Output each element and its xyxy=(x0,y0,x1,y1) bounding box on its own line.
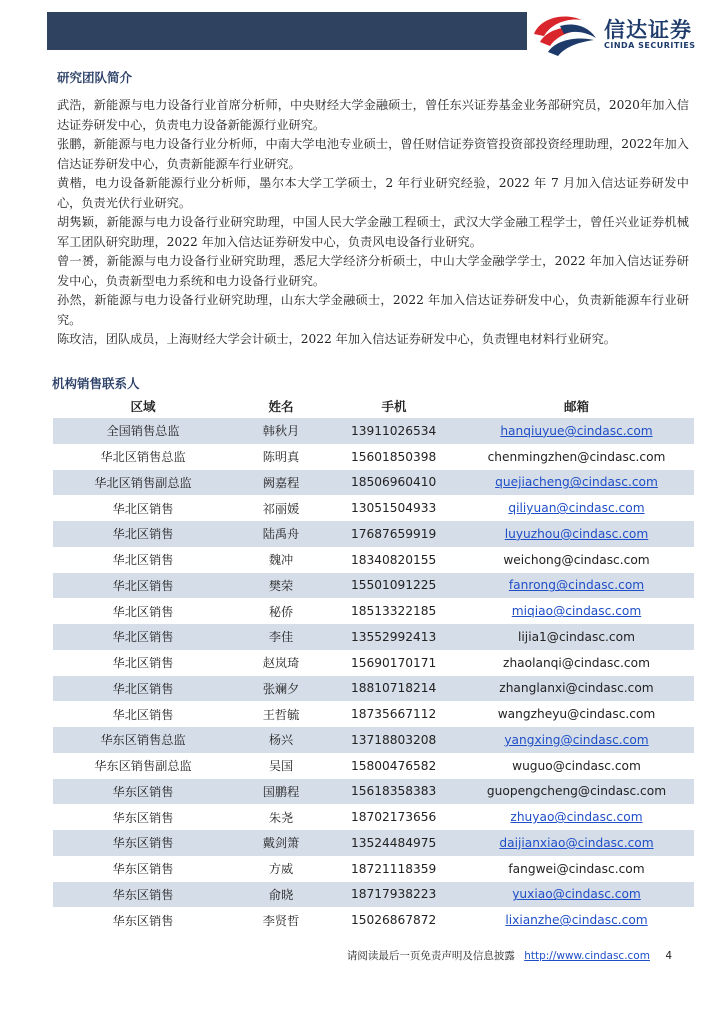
header-phone: 手机 xyxy=(381,399,407,414)
region-cell xyxy=(53,521,233,547)
email-text: lijia1@cindasc.com xyxy=(518,629,635,644)
region-cell xyxy=(53,470,233,496)
name-text: 俞晓 xyxy=(268,887,294,902)
region-text: 华东区销售副总监 xyxy=(94,759,192,774)
region-cell xyxy=(53,495,233,521)
phone-cell xyxy=(329,804,459,830)
name-text: 杨兴 xyxy=(268,733,294,748)
phone-text: 13552992413 xyxy=(351,629,437,644)
email-cell xyxy=(459,418,694,444)
region-text: 华东区销售 xyxy=(112,810,174,825)
phone-cell xyxy=(329,830,459,856)
region-cell xyxy=(53,650,233,676)
name-cell xyxy=(233,727,329,753)
region-text: 华东区销售 xyxy=(112,836,174,851)
email-cell xyxy=(459,753,694,779)
phone-text: 18721118359 xyxy=(351,861,437,876)
name-cell xyxy=(233,907,329,933)
phone-text: 15026867872 xyxy=(351,913,437,928)
team-bio: 陈玫洁，团队成员，上海财经大学会计硕士，2022 年加入信达证券研发中心，负责锂电材料行业研究。 xyxy=(57,332,616,346)
name-cell xyxy=(233,676,329,702)
region-text: 华北区销售 xyxy=(112,501,174,516)
region-cell xyxy=(53,907,233,933)
phone-cell xyxy=(329,495,459,521)
header-name: 姓名 xyxy=(268,399,294,414)
phone-cell xyxy=(329,727,459,753)
phone-cell xyxy=(329,882,459,908)
table-row xyxy=(53,856,694,882)
table-row xyxy=(53,676,694,702)
phone-text: 17687659919 xyxy=(351,526,437,541)
email-cell xyxy=(459,495,694,521)
phone-cell xyxy=(329,779,459,805)
region-cell xyxy=(53,444,233,470)
name-cell xyxy=(233,804,329,830)
name-cell xyxy=(233,521,329,547)
phone-text: 15601850398 xyxy=(351,449,437,464)
name-text: 魏冲 xyxy=(268,553,294,568)
name-text: 樊荣 xyxy=(268,578,294,593)
email-cell xyxy=(459,624,694,650)
page-number: 4 xyxy=(665,950,672,962)
email-link[interactable]: hanqiuyue@cindasc.com xyxy=(500,423,653,438)
email-link[interactable]: yuxiao@cindasc.com xyxy=(512,887,641,902)
phone-text: 13051504933 xyxy=(351,501,437,516)
table-row xyxy=(53,470,694,496)
name-text: 陈明真 xyxy=(262,450,300,465)
team-section-title: 研究团队简介 xyxy=(57,70,133,85)
name-text: 李贤哲 xyxy=(262,913,300,928)
name-text: 祁丽媛 xyxy=(262,501,300,516)
sales-contacts-table xyxy=(53,394,694,933)
table-row xyxy=(53,624,694,650)
email-link[interactable]: luyuzhou@cindasc.com xyxy=(504,526,649,541)
team-bio: 武浩，新能源与电力设备行业首席分析师，中央财经大学金融硕士，曾任东兴证券基金业务部研究员，2020年加入信达证券研发中心，负责电力设备新能源行业研究。 xyxy=(57,98,689,132)
table-row xyxy=(53,521,694,547)
name-cell xyxy=(233,779,329,805)
phone-cell xyxy=(329,521,459,547)
region-text: 华东区销售 xyxy=(112,784,174,799)
email-text: wangzheyu@cindasc.com xyxy=(497,707,656,722)
email-cell xyxy=(459,830,694,856)
table-row xyxy=(53,573,694,599)
region-text: 华北区销售 xyxy=(112,604,174,619)
email-cell xyxy=(459,547,694,573)
email-link[interactable]: zhuyao@cindasc.com xyxy=(510,810,643,825)
team-bio: 张鹏，新能源与电力设备行业分析师，中南大学电池专业硕士，曾任财信证券资管投资部投资经理助理，2022年加入信达证券研发中心，负责新能源车行业研究。 xyxy=(57,137,689,171)
name-text: 赵岚琦 xyxy=(262,656,300,671)
table-header-row xyxy=(53,394,694,418)
table-row xyxy=(53,444,694,470)
name-cell xyxy=(233,830,329,856)
table-body xyxy=(53,418,694,933)
phone-text: 13524484975 xyxy=(351,835,437,850)
region-text: 华北区销售 xyxy=(112,681,174,696)
region-cell xyxy=(53,804,233,830)
phone-text: 15618358383 xyxy=(351,784,437,799)
email-text: chenmingzhen@cindasc.com xyxy=(487,449,666,464)
phone-cell xyxy=(329,547,459,573)
email-link[interactable]: daijianxiao@cindasc.com xyxy=(499,835,654,850)
phone-text: 13718803208 xyxy=(351,732,437,747)
phone-cell xyxy=(329,470,459,496)
name-text: 吴国 xyxy=(268,759,294,774)
name-cell xyxy=(233,470,329,496)
phone-cell xyxy=(329,598,459,624)
name-text: 方威 xyxy=(268,862,294,877)
header-region: 区域 xyxy=(130,399,156,414)
name-text: 王哲毓 xyxy=(262,707,300,722)
email-cell xyxy=(459,444,694,470)
table-row xyxy=(53,907,694,933)
phone-cell xyxy=(329,856,459,882)
logo-text-cn: 信达证券 xyxy=(604,18,692,42)
email-link[interactable]: quejiacheng@cindasc.com xyxy=(495,475,658,490)
phone-text: 18340820155 xyxy=(351,552,437,567)
phone-cell xyxy=(329,444,459,470)
email-cell xyxy=(459,598,694,624)
phone-text: 18735667112 xyxy=(351,707,437,722)
email-cell xyxy=(459,907,694,933)
phone-text: 18702173656 xyxy=(351,810,437,825)
name-cell xyxy=(233,701,329,727)
name-text: 陆禹舟 xyxy=(262,527,300,542)
logo-text-en: CINDA SECURITIES xyxy=(604,41,696,50)
email-cell xyxy=(459,856,694,882)
phone-cell xyxy=(329,418,459,444)
name-cell xyxy=(233,624,329,650)
header-bar xyxy=(47,12,527,50)
email-text: zhanglanxi@cindasc.com xyxy=(499,681,654,696)
name-text: 秘侨 xyxy=(268,604,294,619)
phone-text: 13911026534 xyxy=(351,423,437,438)
email-text: zhaolanqi@cindasc.com xyxy=(503,655,650,670)
region-cell xyxy=(53,547,233,573)
phone-text: 15690170171 xyxy=(351,655,437,670)
phone-text: 18810718214 xyxy=(351,681,437,696)
email-cell xyxy=(459,470,694,496)
region-cell xyxy=(53,598,233,624)
table-row xyxy=(53,882,694,908)
region-text: 华北区销售 xyxy=(112,707,174,722)
region-text: 华北区销售 xyxy=(112,553,174,568)
name-cell xyxy=(233,495,329,521)
region-cell xyxy=(53,856,233,882)
table-row xyxy=(53,830,694,856)
email-cell xyxy=(459,804,694,830)
name-cell xyxy=(233,856,329,882)
name-cell xyxy=(233,418,329,444)
name-cell xyxy=(233,753,329,779)
region-cell xyxy=(53,779,233,805)
name-text: 韩秋月 xyxy=(262,424,300,439)
region-cell xyxy=(53,727,233,753)
name-cell xyxy=(233,882,329,908)
footer-disclaimer: 请阅读最后一页免责声明及信息披露 xyxy=(346,950,515,962)
name-text: 戴剑箫 xyxy=(262,836,300,851)
email-link[interactable]: qiliyuan@cindasc.com xyxy=(508,501,645,516)
team-bio: 曾一赟，新能源与电力设备行业研究助理，悉尼大学经济分析硕士，中山大学金融学学士，2022 年加入信达证券研发中心，负责新型电力系统和电力设备行业研究。 xyxy=(57,254,689,288)
email-cell xyxy=(459,882,694,908)
phone-text: 15800476582 xyxy=(351,758,437,773)
email-cell xyxy=(459,676,694,702)
team-bios xyxy=(57,96,689,350)
region-cell xyxy=(53,624,233,650)
region-cell xyxy=(53,573,233,599)
region-cell xyxy=(53,830,233,856)
name-cell xyxy=(233,573,329,599)
email-text: fangwei@cindasc.com xyxy=(508,861,645,876)
table-row xyxy=(53,418,694,444)
region-cell xyxy=(53,418,233,444)
name-text: 阙嘉程 xyxy=(262,475,300,490)
phone-cell xyxy=(329,676,459,702)
phone-cell xyxy=(329,650,459,676)
phone-cell xyxy=(329,907,459,933)
table-row xyxy=(53,701,694,727)
name-cell xyxy=(233,444,329,470)
sales-section-title: 机构销售联系人 xyxy=(52,376,140,391)
region-text: 全国销售总监 xyxy=(106,424,180,439)
name-text: 张斓夕 xyxy=(262,681,300,696)
email-cell xyxy=(459,779,694,805)
email-cell xyxy=(459,573,694,599)
table-row xyxy=(53,495,694,521)
team-bio: 胡隽颖，新能源与电力设备行业研究助理，中国人民大学金融工程硕士，武汉大学金融工程学士，曾任兴业证券机械军工团队研究助理，2022 年加入信达证券研发中心，负责风电设备行业研究。 xyxy=(57,215,689,249)
email-cell xyxy=(459,521,694,547)
region-text: 华北区销售 xyxy=(112,630,174,645)
phone-text: 18506960410 xyxy=(351,475,437,490)
email-link[interactable]: yangxing@cindasc.com xyxy=(504,732,649,747)
region-text: 华东区销售 xyxy=(112,887,174,902)
name-text: 李佳 xyxy=(268,630,294,645)
region-text: 华北区销售总监 xyxy=(100,450,186,465)
name-cell xyxy=(233,598,329,624)
email-cell xyxy=(459,650,694,676)
table-row xyxy=(53,779,694,805)
email-link[interactable]: lixianzhe@cindasc.com xyxy=(505,913,648,928)
table-row xyxy=(53,650,694,676)
email-text: guopengcheng@cindasc.com xyxy=(486,784,667,799)
phone-cell xyxy=(329,624,459,650)
footer xyxy=(347,948,672,963)
team-bio: 孙然，新能源与电力设备行业研究助理，山东大学金融硕士，2022 年加入信达证券研发中心，负责新能源车行业研究。 xyxy=(57,293,689,327)
phone-cell xyxy=(329,753,459,779)
logo-mark-icon xyxy=(530,12,602,57)
table-row xyxy=(53,598,694,624)
region-cell xyxy=(53,676,233,702)
region-text: 华北区销售 xyxy=(112,656,174,671)
name-cell xyxy=(233,650,329,676)
email-text: weichong@cindasc.com xyxy=(503,552,650,567)
region-cell xyxy=(53,701,233,727)
table-row xyxy=(53,804,694,830)
region-cell xyxy=(53,753,233,779)
phone-text: 18717938223 xyxy=(351,887,437,902)
table-row xyxy=(53,727,694,753)
region-text: 华东区销售 xyxy=(112,913,174,928)
name-cell xyxy=(233,547,329,573)
table-row xyxy=(53,547,694,573)
team-bio: 黄楷，电力设备新能源行业分析师，墨尔本大学工学硕士，2 年行业研究经验，2022 年 7 月加入信达证券研发中心，负责光伏行业研究。 xyxy=(57,176,689,210)
name-text: 朱尧 xyxy=(268,810,294,825)
email-cell xyxy=(459,727,694,753)
company-logo xyxy=(530,12,715,57)
region-text: 华东区销售总监 xyxy=(100,733,186,748)
footer-url-link[interactable]: http://www.cindasc.com xyxy=(524,950,650,962)
region-text: 华北区销售 xyxy=(112,527,174,542)
phone-text: 18513322185 xyxy=(351,604,437,619)
email-cell xyxy=(459,701,694,727)
email-link[interactable]: miqiao@cindasc.com xyxy=(511,604,642,619)
region-text: 华北区销售副总监 xyxy=(94,475,192,490)
name-text: 国鹏程 xyxy=(262,784,300,799)
region-text: 华东区销售 xyxy=(112,862,174,877)
email-link[interactable]: fanrong@cindasc.com xyxy=(508,578,645,593)
region-cell xyxy=(53,882,233,908)
header-email: 邮箱 xyxy=(563,399,589,414)
phone-cell xyxy=(329,573,459,599)
phone-text: 15501091225 xyxy=(351,578,437,593)
email-text: wuguo@cindasc.com xyxy=(512,758,641,773)
phone-cell xyxy=(329,701,459,727)
table-row xyxy=(53,753,694,779)
region-text: 华北区销售 xyxy=(112,578,174,593)
